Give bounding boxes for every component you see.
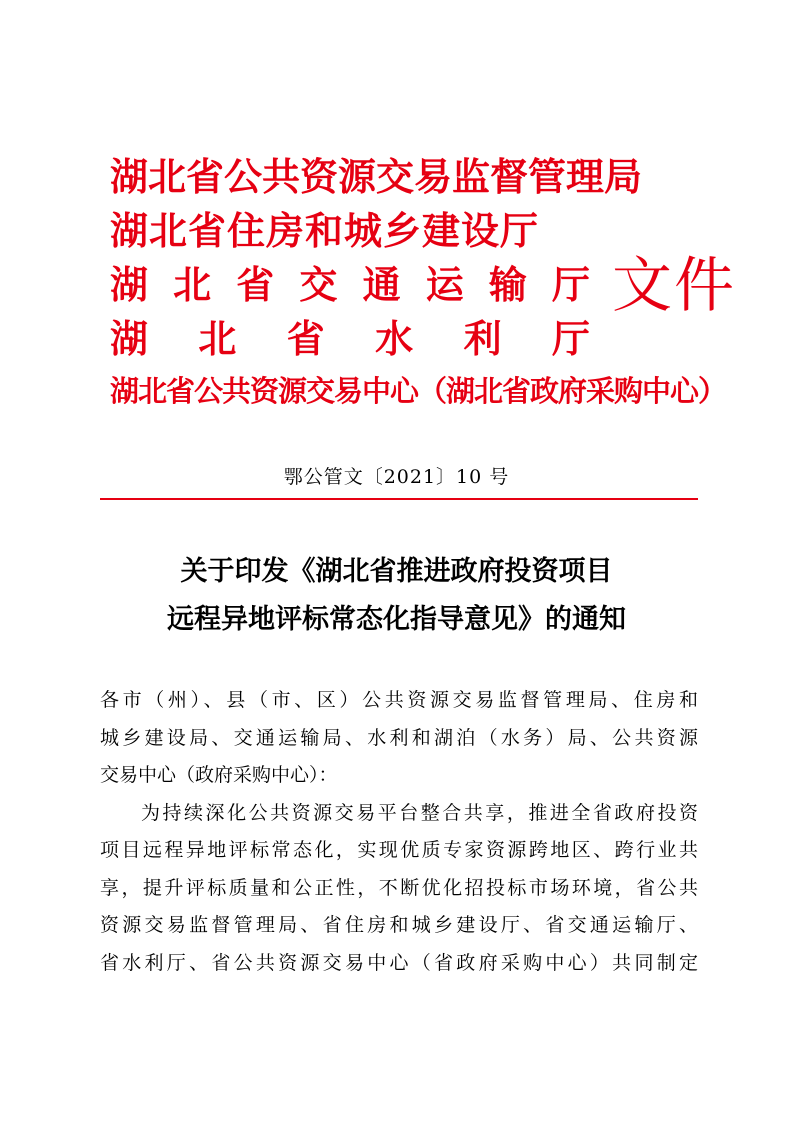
red-divider-line	[100, 498, 698, 500]
salutation-line: 交易中心（政府采购中心）：	[100, 764, 338, 786]
issuer-water-department	[110, 312, 590, 366]
issuer-character: 湖	[110, 316, 149, 361]
issuer-housing-department: 湖北省住房和城乡建设厅	[110, 208, 540, 253]
issuer-trading-center: 湖北省公共资源交易中心（湖北省政府采购中心）	[110, 374, 727, 408]
issuer-character: 交	[299, 262, 338, 307]
issuer-character: 湖	[110, 262, 149, 307]
issuer-character: 输	[488, 262, 527, 307]
paragraph-line: 省水利厅、省公共资源交易中心（省政府采购中心）共同制定	[100, 951, 698, 974]
issuer-character: 利	[463, 316, 502, 361]
salutation-line: 城乡建设局、交通运输局、水利和湖泊（水务）局、公共资源	[100, 726, 698, 749]
issuer-character: 厅	[551, 316, 590, 361]
issuer-character: 北	[198, 316, 237, 361]
issuer-transport-department	[110, 258, 590, 312]
document-number: 鄂公管文〔2021〕10 号	[283, 466, 510, 488]
document-type-label: 文件	[612, 251, 736, 321]
issuer-character: 厅	[551, 262, 590, 307]
title-line-1: 关于印发《湖北省推进政府投资项目	[180, 556, 613, 587]
salutation-line: 各市（州）、县（市、区）公共资源交易监督管理局、住房和	[100, 689, 698, 711]
title-line-2: 远程异地评标常态化指导意见》的通知	[167, 604, 626, 635]
paragraph-line: 享，提升评标质量和公正性，不断优化招投标市场环境，省公共	[100, 876, 698, 899]
issuer-character: 水	[375, 316, 414, 361]
issuer-character: 省	[286, 316, 325, 361]
issuer-character: 通	[362, 262, 401, 307]
paragraph-line: 为持续深化公共资源交易平台整合共享，推进全省政府投资	[141, 801, 698, 824]
issuer-public-resource-bureau: 湖北省公共资源交易监督管理局	[110, 154, 643, 199]
issuer-character: 运	[425, 262, 464, 307]
paragraph-line: 项目远程异地评标常态化，实现优质专家资源跨地区、跨行业共	[100, 839, 698, 861]
document-body	[100, 682, 698, 982]
issuer-character: 省	[236, 262, 275, 307]
paragraph-line: 资源交易监督管理局、省住房和城乡建设厅、省交通运输厅、	[100, 914, 698, 936]
document-title	[0, 548, 793, 644]
issuer-character: 北	[173, 262, 212, 307]
